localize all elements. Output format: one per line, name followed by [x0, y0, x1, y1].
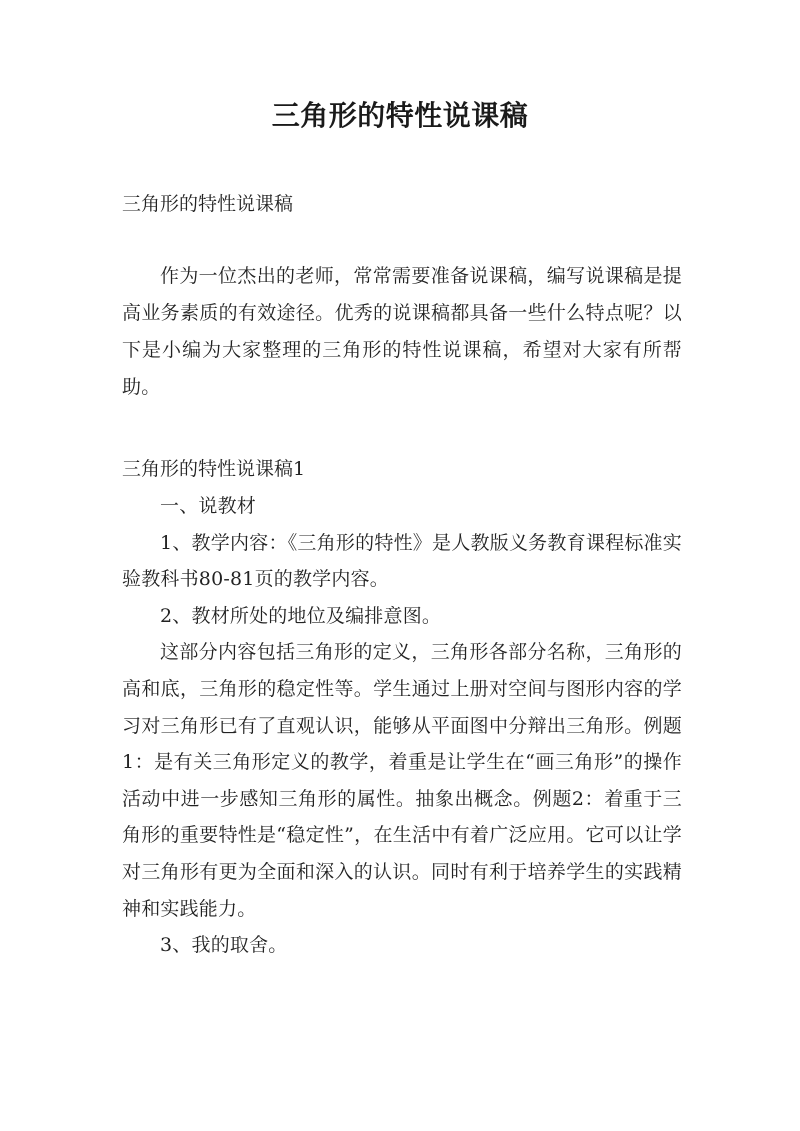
paragraph-content-description: 这部分内容包括三角形的定义，三角形各部分名称，三角形的高和底，三角形的稳定性等。学生通过上册对空间与图形内容的学习对三角形已有了直观认识，能够从平面图中分辩出三角形。例题1：是有关三角形定义的教学，着重是让学生在“画三角形”的操作活动中进一步感知三角形的属性。抽象出概念。例题2：着重于三角形的重要特性是“稳定性”，在生活中有着广泛应用。它可以让学对三角形有更为全面和深入的认识。同时有利于培养学生的实践精神和实践能力。 — [122, 641, 682, 920]
paragraph-my-choices: 3、我的取舍。 — [160, 934, 288, 957]
document-title: 三角形的特性说课稿 — [271, 99, 529, 132]
heading-teaching-material: 一、说教材 — [160, 495, 257, 517]
document-subtitle: 三角形的特性说课稿 — [122, 193, 294, 215]
section-heading: 三角形的特性说课稿1 — [122, 458, 306, 480]
paragraph-material-position: 2、教材所处的地位及编排意图。 — [160, 604, 442, 627]
intro-section — [122, 258, 682, 406]
paragraph-teaching-content: 1、教学内容：《三角形的特性》是人教版义务教育课程标准实验教科书80-81页的教学内容。 — [122, 531, 682, 591]
body-text — [122, 488, 682, 964]
intro-paragraph: 作为一位杰出的老师，常常需要准备说课稿，编写说课稿是提高业务素质的有效途径。优秀的说课稿都具备一些什么特点呢？以下是小编为大家整理的三角形的特性说课稿，希望对大家有所帮助。 — [122, 265, 682, 398]
